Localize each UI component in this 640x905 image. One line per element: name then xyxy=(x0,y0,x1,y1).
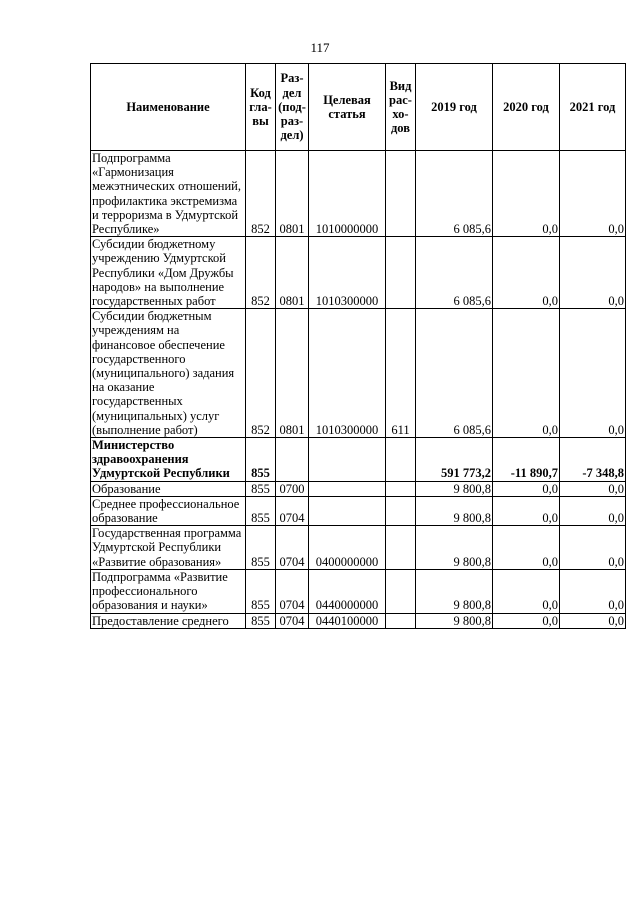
cell-target: 1010300000 xyxy=(309,237,386,309)
cell-section: 0801 xyxy=(276,151,309,237)
cell-name: Подпрограмма «Развитие профессионального образования и науки» xyxy=(91,569,246,613)
header-code: Код гла-вы xyxy=(246,64,276,151)
cell-code: 855 xyxy=(246,496,276,525)
cell-target xyxy=(309,438,386,482)
cell-2020: -11 890,7 xyxy=(493,438,560,482)
table-row xyxy=(91,613,626,628)
cell-2020: 0,0 xyxy=(493,526,560,570)
cell-2019: 591 773,2 xyxy=(416,438,493,482)
cell-2020: 0,0 xyxy=(493,309,560,438)
cell-section: 0801 xyxy=(276,309,309,438)
cell-name: Образование xyxy=(91,481,246,496)
header-2021: 2021 год xyxy=(560,64,626,151)
cell-expense-type xyxy=(386,613,416,628)
cell-expense-type xyxy=(386,481,416,496)
cell-2020: 0,0 xyxy=(493,481,560,496)
cell-name: Министерство здравоохранения Удмуртской Республики xyxy=(91,438,246,482)
cell-target: 0440000000 xyxy=(309,569,386,613)
cell-code: 855 xyxy=(246,569,276,613)
cell-section: 0704 xyxy=(276,569,309,613)
table-row xyxy=(91,151,626,237)
cell-section xyxy=(276,438,309,482)
table-row xyxy=(91,526,626,570)
cell-target: 1010300000 xyxy=(309,309,386,438)
cell-code: 852 xyxy=(246,309,276,438)
cell-2019: 9 800,8 xyxy=(416,569,493,613)
cell-target xyxy=(309,481,386,496)
cell-2021: 0,0 xyxy=(560,151,626,237)
page-number: 117 xyxy=(310,40,330,55)
cell-2019: 6 085,6 xyxy=(416,309,493,438)
table-row xyxy=(91,569,626,613)
cell-code: 855 xyxy=(246,481,276,496)
cell-expense-type xyxy=(386,569,416,613)
table-row xyxy=(91,438,626,482)
cell-expense-type xyxy=(386,526,416,570)
cell-2021: -7 348,8 xyxy=(560,438,626,482)
cell-2019: 9 800,8 xyxy=(416,526,493,570)
cell-2020: 0,0 xyxy=(493,237,560,309)
cell-2019: 6 085,6 xyxy=(416,237,493,309)
cell-2020: 0,0 xyxy=(493,151,560,237)
cell-2020: 0,0 xyxy=(493,613,560,628)
cell-target: 1010000000 xyxy=(309,151,386,237)
cell-expense-type xyxy=(386,237,416,309)
table-row xyxy=(91,309,626,438)
cell-2019: 9 800,8 xyxy=(416,496,493,525)
cell-code: 852 xyxy=(246,237,276,309)
header-2020: 2020 год xyxy=(493,64,560,151)
cell-code: 855 xyxy=(246,526,276,570)
header-name: Наименование xyxy=(91,64,246,151)
cell-code: 855 xyxy=(246,613,276,628)
cell-section: 0704 xyxy=(276,613,309,628)
cell-section: 0700 xyxy=(276,481,309,496)
cell-target: 0400000000 xyxy=(309,526,386,570)
cell-2021: 0,0 xyxy=(560,237,626,309)
header-section: Раз-дел (под-раз-дел) xyxy=(276,64,309,151)
header-target: Целевая статья xyxy=(309,64,386,151)
cell-target: 0440100000 xyxy=(309,613,386,628)
table-row xyxy=(91,237,626,309)
cell-2019: 9 800,8 xyxy=(416,481,493,496)
cell-expense-type xyxy=(386,496,416,525)
cell-name: Государственная программа Удмуртской Республики «Развитие образования» xyxy=(91,526,246,570)
cell-expense-type xyxy=(386,151,416,237)
cell-2021: 0,0 xyxy=(560,309,626,438)
cell-2021: 0,0 xyxy=(560,481,626,496)
cell-name: Субсидии бюджетным учреждениям на финансовое обеспечение государственного (муниципального) задания на оказание государственных (муниципальных) услуг (выполнение работ) xyxy=(91,309,246,438)
table-row xyxy=(91,481,626,496)
cell-name: Подпрограмма «Гармонизация межэтнических отношений, профилактика экстремизма и терроризма в Удмуртской Республике» xyxy=(91,151,246,237)
cell-name: Субсидии бюджетному учреждению Удмуртской Республики «Дом Дружбы народов» на выполнение государственных работ xyxy=(91,237,246,309)
budget-table xyxy=(90,63,626,629)
cell-2019: 6 085,6 xyxy=(416,151,493,237)
cell-2019: 9 800,8 xyxy=(416,613,493,628)
header-row xyxy=(91,64,626,151)
cell-section: 0704 xyxy=(276,496,309,525)
cell-2021: 0,0 xyxy=(560,496,626,525)
cell-name: Предоставление среднего xyxy=(91,613,246,628)
cell-target xyxy=(309,496,386,525)
cell-expense-type: 611 xyxy=(386,309,416,438)
cell-2020: 0,0 xyxy=(493,496,560,525)
cell-code: 855 xyxy=(246,438,276,482)
cell-2021: 0,0 xyxy=(560,613,626,628)
header-2019: 2019 год xyxy=(416,64,493,151)
cell-section: 0801 xyxy=(276,237,309,309)
cell-2021: 0,0 xyxy=(560,526,626,570)
header-expense-type: Вид рас-хо-дов xyxy=(386,64,416,151)
cell-2020: 0,0 xyxy=(493,569,560,613)
cell-name: Среднее профессиональное образование xyxy=(91,496,246,525)
cell-code: 852 xyxy=(246,151,276,237)
cell-section: 0704 xyxy=(276,526,309,570)
cell-expense-type xyxy=(386,438,416,482)
table-row xyxy=(91,496,626,525)
cell-2021: 0,0 xyxy=(560,569,626,613)
